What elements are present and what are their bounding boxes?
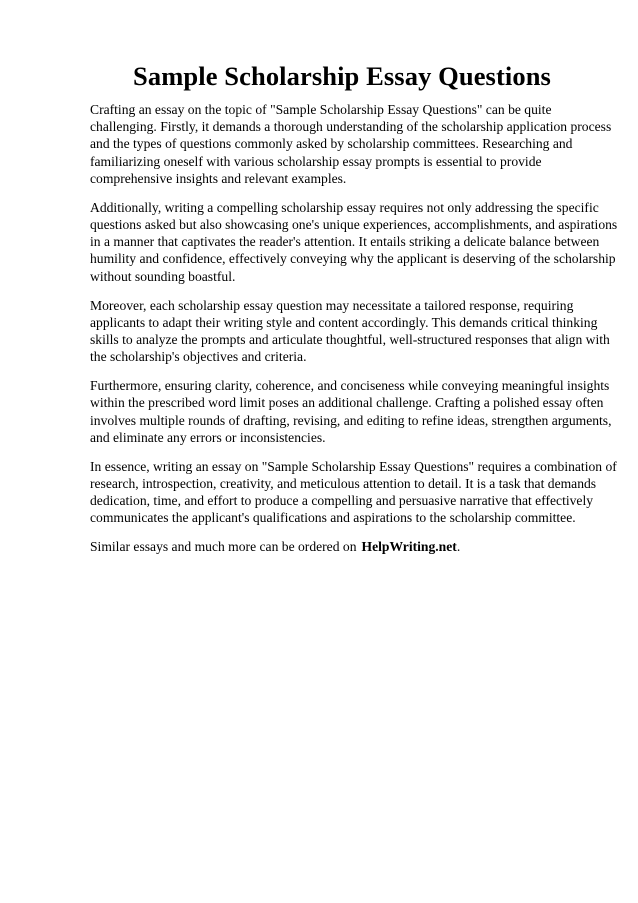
paragraph-5 — [90, 458, 617, 527]
paragraph-line: and the types of questions commonly asked by scholarship committees. Researching and — [90, 136, 573, 152]
paragraph-line: in a manner that captivates the reader's attention. It entails striking a delicate balance between — [90, 234, 600, 250]
paragraph-line: challenging. Firstly, it demands a thorough understanding of the scholarship application process — [90, 119, 612, 135]
paragraph-line: humility and confidence, effectively conveying why the applicant is deserving of the scholarship — [90, 251, 616, 267]
document-body — [90, 101, 618, 567]
paragraph-line: Moreover, each scholarship essay question may necessitate a tailored response, requiring — [90, 297, 574, 313]
paragraph-line: involves multiple rounds of drafting, revising, and editing to refine ideas, strengthen arguments, — [90, 412, 612, 428]
paragraph-line: the scholarship's objectives and criteria. — [90, 349, 307, 365]
paragraph-line: communicates the applicant's qualifications and aspirations to the scholarship committee. — [90, 510, 576, 526]
paragraph-line: In essence, writing an essay on "Sample Scholarship Essay Questions" requires a combination of — [90, 458, 617, 474]
paragraph-line: Crafting an essay on the topic of "Sample Scholarship Essay Questions" can be quite — [90, 102, 552, 117]
footer-prefix: Similar essays and much more can be ordered on — [90, 539, 357, 555]
helpwriting-link[interactable]: HelpWriting.net — [361, 539, 457, 555]
footer-line — [90, 538, 602, 555]
paragraph-line: applicants to adapt their writing style and content accordingly. This demands critical thinking — [90, 314, 598, 330]
paragraph-2 — [90, 199, 618, 285]
paragraph-line: familiarizing oneself with various scholarship essay prompts is essential to provide — [90, 153, 542, 169]
footer-suffix: . — [456, 539, 461, 555]
paragraph-4 — [90, 377, 612, 446]
paragraph-1 — [90, 101, 612, 187]
paragraph-line: comprehensive insights and relevant examples. — [90, 170, 347, 186]
paragraph-line: Additionally, writing a compelling scholarship essay requires not only addressing the specific — [90, 199, 599, 215]
paragraph-line: dedication, time, and effort to produce a compelling and persuasive narrative that effectively — [90, 493, 594, 509]
paragraph-line: without sounding boastful. — [90, 268, 236, 284]
document-title: Sample Scholarship Essay Questions — [133, 61, 551, 91]
paragraph-line: and eliminate any errors or inconsistencies. — [90, 429, 326, 445]
paragraph-3 — [90, 297, 610, 366]
footer-note — [90, 538, 602, 555]
paragraph-line: within the prescribed word limit poses an additional challenge. Crafting a polished essay often — [90, 395, 604, 411]
paragraph-line: research, introspection, creativity, and meticulous attention to detail. It is a task that demands — [90, 476, 597, 492]
paragraph-line: skills to analyze the prompts and articulate thoughtful, well-structured responses that align with — [90, 332, 610, 348]
paragraph-line: Furthermore, ensuring clarity, coherence, and conciseness while conveying meaningful insights — [90, 378, 610, 394]
paragraph-line: questions asked but also showcasing one's unique experiences, accomplishments, and aspirations — [90, 217, 618, 233]
